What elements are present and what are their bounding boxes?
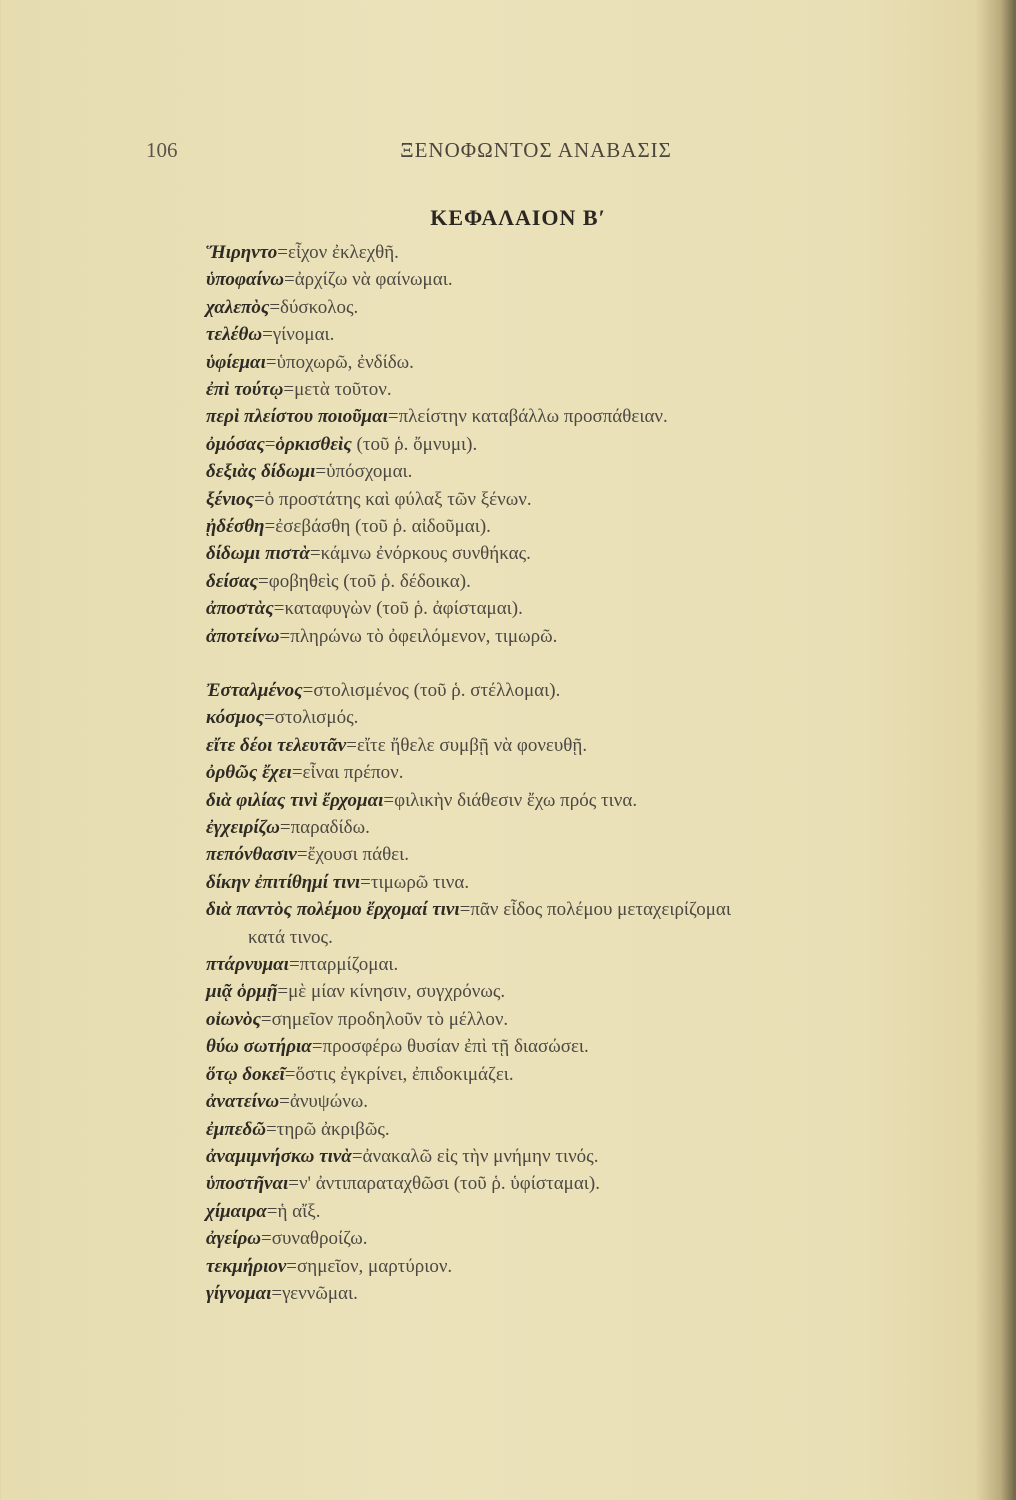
glossary-entry bbox=[206, 896, 926, 923]
entry-term: ᾐδέσθη bbox=[206, 516, 265, 538]
equals-sign: = bbox=[283, 379, 295, 401]
entry-term: ὑφίεμαι bbox=[206, 351, 266, 373]
equals-sign: = bbox=[351, 1145, 363, 1167]
entry-term: δείσας bbox=[206, 570, 259, 592]
entry-definition: τηρῶ ἀκριβῶς. bbox=[276, 1118, 390, 1140]
entry-term: ξένιος bbox=[206, 488, 255, 510]
glossary-entry bbox=[206, 623, 926, 650]
entry-definition: φιλικὴν διάθεσιν ἔχω πρός τινα. bbox=[394, 789, 638, 811]
equals-sign: = bbox=[284, 269, 295, 291]
glossary-entry bbox=[206, 1280, 926, 1307]
entry-term: διὰ παντὸς πολέμου ἔρχομαί τινι bbox=[206, 899, 460, 921]
equals-sign: = bbox=[263, 707, 275, 729]
entry-definition: στολισμός. bbox=[274, 707, 359, 729]
entry-term: πτάρνυμαι bbox=[206, 954, 289, 976]
entry-term: χαλεπὸς bbox=[206, 296, 270, 318]
glossary-entry-continuation bbox=[206, 924, 926, 951]
equals-sign: = bbox=[269, 296, 281, 318]
glossary-entry bbox=[206, 1061, 926, 1088]
equals-sign: = bbox=[279, 1091, 290, 1113]
glossary-entry bbox=[206, 978, 926, 1005]
glossary-entry bbox=[206, 568, 926, 595]
glossary-entry bbox=[206, 458, 926, 485]
glossary-entry bbox=[206, 1143, 926, 1170]
entry-term: ὑποστῆναι bbox=[206, 1173, 289, 1195]
entry-definition: εἶναι πρέπον. bbox=[302, 762, 404, 784]
entry-term: ὅτῳ δοκεῖ bbox=[206, 1063, 285, 1085]
glossary-entry bbox=[206, 732, 926, 759]
entry-definition: προσφέρω θυσίαν ἐπὶ τῇ διασώσει. bbox=[322, 1036, 589, 1058]
equals-sign: = bbox=[291, 762, 303, 784]
glossary-block-2 bbox=[206, 677, 926, 1307]
glossary-entry bbox=[206, 677, 926, 704]
equals-sign: = bbox=[273, 598, 285, 620]
entry-term: περὶ πλείστου ποιοῦμαι bbox=[206, 406, 388, 428]
entry-definition: γεννῶμαι. bbox=[282, 1282, 358, 1304]
glossary-entry bbox=[206, 513, 926, 540]
glossary-entry bbox=[206, 540, 926, 567]
equals-sign: = bbox=[315, 461, 327, 483]
equals-sign: = bbox=[311, 1036, 323, 1058]
entry-term: τελέθω bbox=[206, 324, 263, 346]
equals-sign: = bbox=[266, 1200, 278, 1222]
entry-term: πεπόνθασιν bbox=[206, 844, 297, 866]
equals-sign: = bbox=[264, 516, 276, 538]
glossary-entry bbox=[206, 1253, 926, 1280]
entry-definition-continuation: κατά τινος. bbox=[248, 926, 333, 948]
entry-definition: φοβηθεὶς (τοῦ ῥ. δέδοικα). bbox=[268, 570, 471, 592]
glossary-entry bbox=[206, 951, 926, 978]
entry-definition: μὲ μίαν κίνησιν, συγχρόνως. bbox=[288, 981, 506, 1003]
equals-sign: = bbox=[309, 543, 321, 565]
equals-sign: = bbox=[302, 680, 314, 701]
equals-sign: = bbox=[277, 242, 289, 263]
entry-term: μιᾷ ὁρμῇ bbox=[206, 981, 278, 1003]
entry-definition: συναθροίζω. bbox=[271, 1228, 368, 1250]
entry-definition: πᾶν εἶδος πολέμου μεταχειρίζομαι bbox=[470, 899, 731, 921]
entry-term: γίγνομαι bbox=[206, 1282, 272, 1304]
entry-definition: δύσκολος. bbox=[280, 296, 359, 318]
equals-sign: = bbox=[288, 1173, 299, 1195]
equals-sign: = bbox=[286, 1255, 298, 1277]
entry-definition: πλείστην καταβάλλω προσπάθειαν. bbox=[398, 406, 668, 428]
entry-definition: μετὰ τοῦτον. bbox=[294, 379, 392, 401]
glossary-entry bbox=[206, 349, 926, 376]
glossary-block-1 bbox=[206, 239, 926, 650]
entry-term: Ἐσταλμένος bbox=[206, 680, 303, 701]
entry-definition: κάμνω ἐνόρκους συνθήκας. bbox=[320, 543, 531, 565]
entry-term: θύω σωτήρια bbox=[206, 1036, 312, 1058]
equals-sign: = bbox=[296, 844, 308, 866]
entry-definition: καταφυγὼν (τοῦ ῥ. ἀφίσταμαι). bbox=[284, 598, 523, 620]
entry-definition: σημεῖον, μαρτύριον. bbox=[297, 1255, 453, 1277]
entry-definition: ὑποχωρῶ, ἐνδίδω. bbox=[276, 351, 414, 373]
glossary-entry bbox=[206, 704, 926, 731]
entry-term: δίκην ἐπιτίθημί τινι bbox=[206, 871, 361, 893]
chapter-title: ΚΕΦΑΛΑΙΟΝ Β′ bbox=[430, 205, 606, 230]
entry-term: ἀνατείνω bbox=[206, 1091, 280, 1113]
equals-sign: = bbox=[459, 899, 471, 921]
entry-definition: παραδίδω. bbox=[290, 817, 370, 839]
entry-term: δίδωμι πιστὰ bbox=[206, 543, 310, 565]
glossary-entry bbox=[206, 1198, 926, 1225]
running-title: ΞΕΝΟΦΩΝΤΟΣ ΑΝΑΒΑΣΙΣ bbox=[400, 138, 672, 162]
entry-term: ἐπὶ τούτῳ bbox=[206, 379, 284, 401]
entry-definition: ὑπόσχομαι. bbox=[326, 461, 413, 483]
entry-definition: ἔχουσι πάθει. bbox=[307, 844, 410, 866]
entry-term: ἀναμιμνήσκω τινὰ bbox=[206, 1145, 352, 1167]
equals-sign: = bbox=[271, 1282, 283, 1304]
equals-sign: = bbox=[284, 1063, 296, 1085]
equals-sign: = bbox=[277, 981, 289, 1003]
entry-term: εἴτε δέοι τελευτᾶν bbox=[206, 734, 347, 756]
page-number: 106 bbox=[146, 138, 178, 162]
entry-definition: τιμωρῶ τινα. bbox=[370, 871, 470, 893]
equals-sign: = bbox=[279, 817, 291, 839]
entry-definition: πταρμίζομαι. bbox=[299, 954, 399, 976]
entry-term: ἐγχειρίζω bbox=[206, 817, 280, 839]
entry-definition: ὁ προστάτης καὶ φύλαξ τῶν ξένων. bbox=[264, 488, 532, 510]
glossary-entry bbox=[206, 787, 926, 814]
equals-sign: = bbox=[261, 1228, 272, 1250]
glossary-entry bbox=[206, 321, 926, 348]
equals-sign: = bbox=[262, 324, 273, 346]
entry-definition: ἡ αἴξ. bbox=[277, 1200, 321, 1222]
entry-definition: σημεῖον προδηλοῦν τὸ μέλλον. bbox=[271, 1008, 509, 1030]
entry-term: ἐμπεδῶ bbox=[206, 1118, 266, 1140]
equals-sign: = bbox=[383, 789, 395, 811]
glossary-entry bbox=[206, 1006, 926, 1033]
entry-definition: ἐσεβάσθη (τοῦ ῥ. αἰδοῦμαι). bbox=[275, 516, 491, 538]
equals-sign: = bbox=[254, 488, 265, 510]
entry-definition: (τοῦ ῥ. ὄμνυμι). bbox=[351, 433, 478, 455]
entry-definition: εἴτε ἤθελε συμβῇ νὰ φονευθῇ. bbox=[356, 734, 588, 756]
entry-term: ἀγείρω bbox=[206, 1228, 262, 1250]
glossary-entry bbox=[206, 1033, 926, 1060]
glossary-entry bbox=[206, 841, 926, 868]
entry-term: τεκμήριον bbox=[206, 1255, 287, 1277]
glossary-entry bbox=[206, 759, 926, 786]
entry-definition: ν' ἀντιπαραταχθῶσι (τοῦ ῥ. ὑφίσταμαι). bbox=[298, 1173, 600, 1195]
entry-definition: γίνομαι. bbox=[272, 324, 335, 346]
glossary-entry bbox=[206, 431, 926, 458]
entry-term: ὀμόσας bbox=[206, 433, 265, 455]
entry-definition: εἶχον ἐκλεχθῆ. bbox=[288, 242, 399, 263]
glossary-entry bbox=[206, 1116, 926, 1143]
equals-sign: = bbox=[264, 433, 276, 455]
glossary-entry bbox=[206, 814, 926, 841]
equals-sign: = bbox=[288, 954, 300, 976]
glossary-entry bbox=[206, 486, 926, 513]
entry-term: κόσμος bbox=[206, 707, 264, 729]
entry-term: Ἥιρηντο bbox=[206, 242, 278, 263]
entry-term: ὀρθῶς ἔχει bbox=[206, 762, 292, 784]
glossary-entry bbox=[206, 595, 926, 622]
entry-term: οἰωνὸς bbox=[206, 1008, 261, 1030]
equals-sign: = bbox=[266, 1118, 277, 1140]
entry-definition: ἀνυψώνω. bbox=[289, 1091, 369, 1113]
entry-term: δεξιὰς δίδωμι bbox=[206, 461, 316, 483]
equals-sign: = bbox=[260, 1008, 272, 1030]
entry-definition-emphasis: ὁρκισθεὶς bbox=[275, 433, 352, 455]
entry-term: ὑποφαίνω bbox=[206, 269, 284, 291]
equals-sign: = bbox=[360, 871, 371, 893]
equals-sign: = bbox=[387, 406, 399, 428]
equals-sign: = bbox=[346, 734, 357, 756]
entry-term: ἀποστὰς bbox=[206, 598, 274, 620]
entry-definition: ἀρχίζω νὰ φαίνωμαι. bbox=[294, 269, 453, 291]
glossary-entry bbox=[206, 239, 926, 266]
entry-definition: πληρώνω τὸ ὀφειλόμενον, τιμωρῶ. bbox=[290, 625, 558, 647]
glossary-entry bbox=[206, 1225, 926, 1252]
glossary-entry bbox=[206, 1088, 926, 1115]
entry-definition: ἀνακαλῶ εἰς τὴν μνήμην τινός. bbox=[362, 1145, 599, 1167]
glossary-entry bbox=[206, 376, 926, 403]
entry-term: ἀποτείνω bbox=[206, 625, 280, 647]
equals-sign: = bbox=[265, 351, 277, 373]
glossary-entry bbox=[206, 869, 926, 896]
entry-term: διὰ φιλίας τινὶ ἔρχομαι bbox=[206, 789, 384, 811]
equals-sign: = bbox=[279, 625, 291, 647]
glossary-entry bbox=[206, 266, 926, 293]
glossary-entry bbox=[206, 1170, 926, 1197]
glossary-entry bbox=[206, 403, 926, 430]
entry-term: χίμαιρα bbox=[206, 1200, 267, 1222]
equals-sign: = bbox=[258, 570, 269, 592]
entry-definition: ὅστις ἐγκρίνει, ἐπιδοκιμάζει. bbox=[295, 1063, 514, 1085]
glossary-entry bbox=[206, 294, 926, 321]
entry-definition: στολισμένος (τοῦ ῥ. στέλλομαι). bbox=[313, 680, 561, 701]
